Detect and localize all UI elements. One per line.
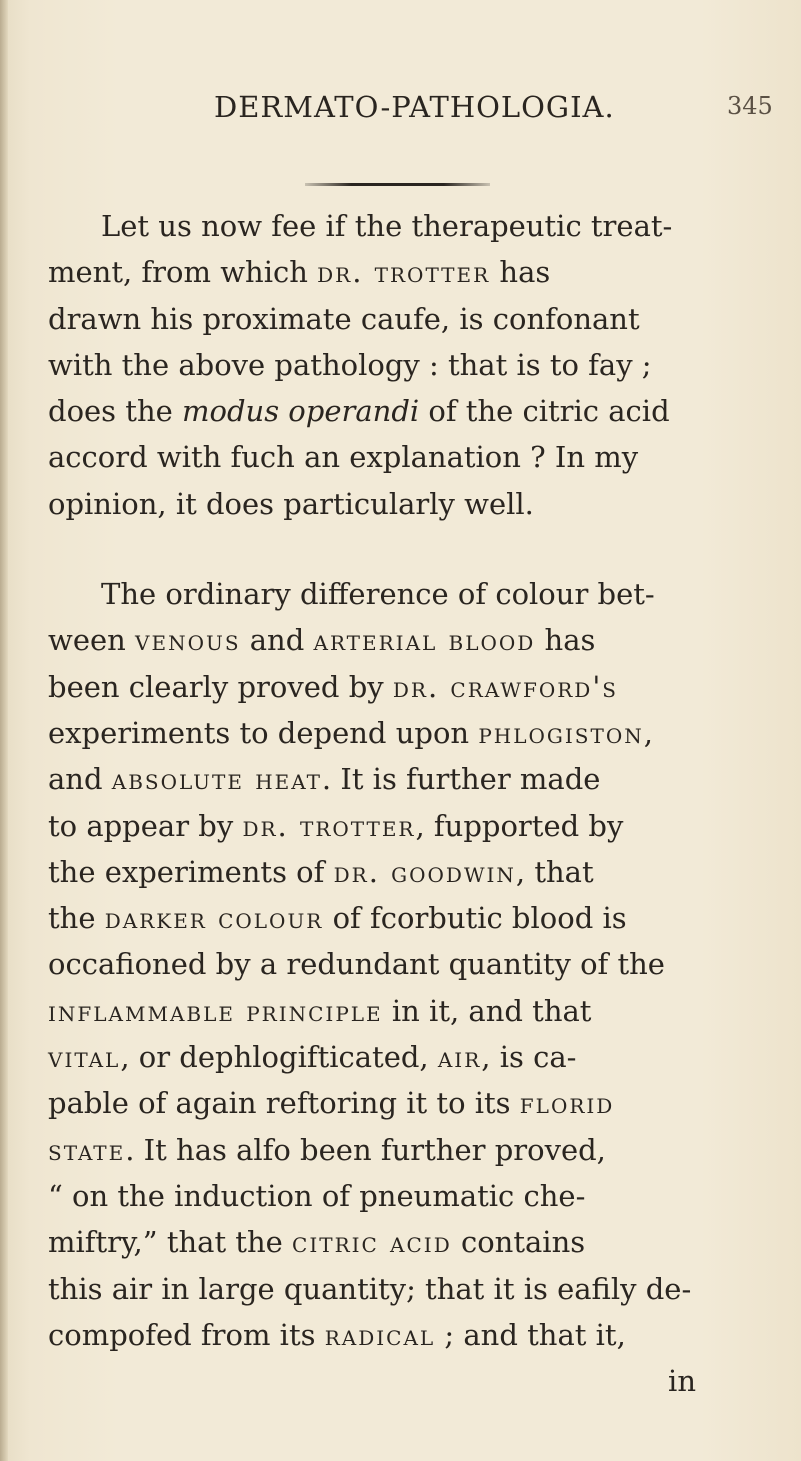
text-line — [48, 756, 778, 802]
text-line — [48, 203, 778, 249]
running-title: DERMATO-PATHOLOGIA. — [214, 90, 615, 124]
small-caps-term: darker colour — [104, 901, 324, 936]
small-caps-term: dr. goodwin — [333, 854, 516, 889]
small-caps-term: state — [48, 1132, 126, 1167]
text-run: experiments to depend upon — [48, 715, 479, 750]
text-run: occafioned by a redundant quantity of the — [48, 947, 665, 982]
text-run: contains — [451, 1225, 586, 1260]
text-run: pable of again reftoring it to its — [48, 1086, 520, 1121]
page-header — [0, 90, 801, 130]
text-run: drawn his proximate caufe, is confonant — [48, 301, 640, 336]
text-line — [48, 342, 778, 388]
text-line — [48, 571, 778, 617]
text-line — [48, 481, 778, 527]
page-gutter-edge — [0, 0, 8, 1461]
text-line — [48, 941, 778, 987]
small-caps-term: florid — [519, 1086, 615, 1121]
small-caps-term: dr. crawford's — [392, 669, 618, 704]
text-line — [48, 617, 778, 663]
text-line — [48, 1219, 778, 1265]
small-caps-term: radical — [324, 1317, 436, 1352]
text-line — [48, 434, 778, 480]
italic-term: modus operandi — [182, 394, 420, 429]
text-run: and — [48, 762, 112, 797]
section-rule — [305, 183, 490, 186]
text-run: compofed from its — [48, 1317, 325, 1352]
body-text — [48, 203, 778, 1404]
text-run: Let us now fee if the therapeutic treat- — [101, 209, 673, 243]
text-run: the — [48, 901, 105, 936]
text-run: in it, and that — [382, 993, 592, 1028]
text-run: the experiments of — [48, 854, 334, 889]
catchword: in — [668, 1364, 696, 1399]
text-run: ween — [48, 623, 136, 658]
text-run: has — [535, 623, 596, 658]
text-run: miftry,” that the — [48, 1225, 293, 1260]
text-line — [48, 895, 778, 941]
text-run: . It has alfo been further proved, — [125, 1132, 606, 1167]
text-line — [48, 1173, 778, 1219]
text-run: opinion, it does particularly well. — [48, 486, 534, 521]
text-run: with the above pathology : that is to fay ; — [48, 347, 652, 382]
paragraph-2 — [48, 571, 778, 1358]
small-caps-term: dr. trotter — [242, 808, 416, 843]
small-caps-term: vital — [48, 1040, 121, 1075]
text-line — [48, 1266, 778, 1312]
text-run: accord with fuch an explanation ? In my — [48, 440, 639, 475]
small-caps-term: venous — [135, 623, 241, 658]
text-line — [48, 296, 778, 342]
text-run: has — [490, 255, 551, 290]
text-run: does the — [48, 394, 182, 429]
text-run: of fcorbutic blood is — [323, 901, 627, 936]
text-line — [48, 710, 778, 756]
small-caps-term: inflammable principle — [48, 993, 383, 1028]
text-run: , or dephlogifticated, — [120, 1040, 438, 1075]
text-run: , fupported by — [415, 808, 624, 843]
text-run: , is ca- — [481, 1040, 577, 1075]
text-line — [48, 803, 778, 849]
text-run: . It is further made — [321, 762, 601, 797]
text-line — [48, 1034, 778, 1080]
text-line — [48, 988, 778, 1034]
text-line — [48, 1080, 778, 1126]
text-line — [48, 849, 778, 895]
small-caps-term: citric acid — [292, 1225, 452, 1260]
text-run: to appear by — [48, 808, 243, 843]
text-run: been clearly proved by — [48, 669, 393, 704]
small-caps-term: absolute heat — [111, 762, 322, 797]
text-run: “ on the induction of pneumatic che- — [48, 1178, 586, 1213]
text-run: The ordinary difference of colour bet- — [101, 577, 655, 612]
text-line — [48, 1312, 778, 1358]
text-line — [48, 388, 778, 434]
text-run: ; and that it, — [435, 1317, 626, 1352]
text-run: of the citric acid — [419, 394, 670, 429]
text-run: ment, from which — [48, 255, 318, 290]
page-number: 345 — [727, 92, 773, 120]
small-caps-term: phlogiston — [478, 715, 644, 750]
text-run: this air in large quantity; that it is eafily de- — [48, 1271, 692, 1306]
text-line — [48, 249, 778, 295]
paragraph-1 — [48, 203, 778, 527]
small-caps-term: dr. trotter — [317, 255, 491, 290]
text-run: , that — [515, 854, 594, 889]
text-run: and — [240, 623, 314, 658]
text-line — [48, 664, 778, 710]
small-caps-term: air — [437, 1040, 482, 1075]
text-line — [48, 1127, 778, 1173]
text-run: , — [643, 715, 653, 750]
small-caps-term: arterial blood — [313, 623, 536, 658]
